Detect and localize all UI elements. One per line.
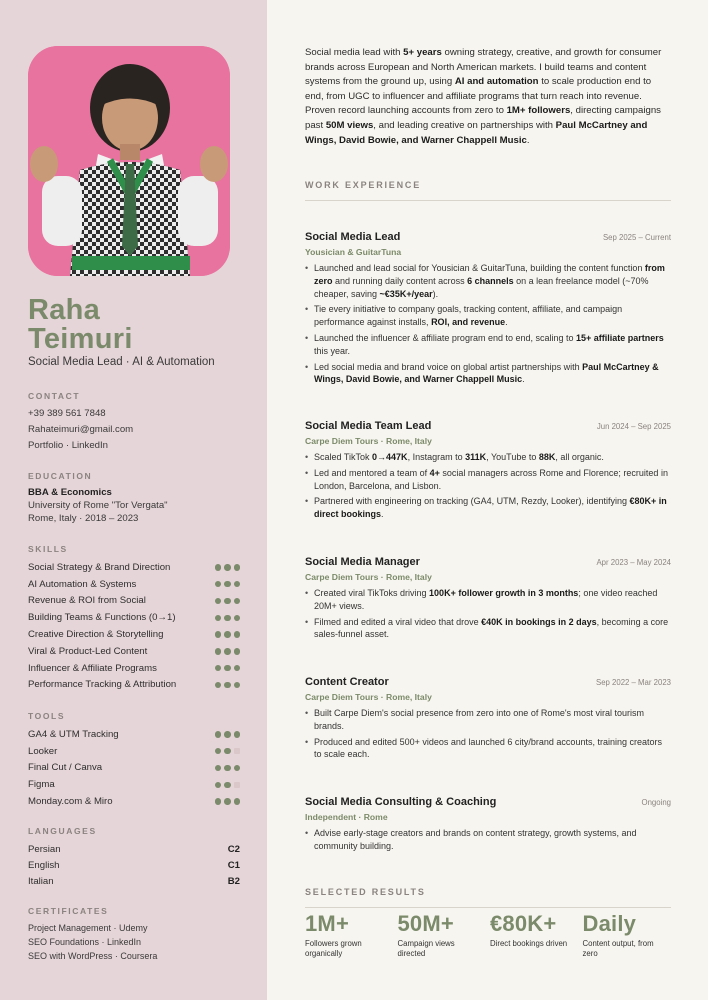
skill-item-label: Creative Direction & Storytelling [28, 629, 164, 641]
language-item [28, 857, 240, 873]
result-item [583, 912, 676, 958]
skill-item [28, 609, 240, 626]
skills-heading: SKILLS [28, 544, 68, 554]
language-name: Italian [28, 875, 54, 887]
bold-text: 4+ [429, 467, 440, 478]
job-company: Carpe Diem Tours · Rome, Italy [305, 436, 432, 446]
rating-dot-icon [234, 615, 241, 622]
tools-list [28, 726, 240, 810]
job-bullets [305, 451, 671, 521]
rating-dot-icon [234, 765, 241, 772]
language-level: C2 [227, 843, 240, 855]
job-bullets [305, 827, 671, 853]
tool-item-label: Final Cut / Canva [28, 762, 103, 774]
text-run: and running daily content across [332, 275, 468, 286]
text-run: this year. [314, 345, 351, 356]
skill-item [28, 559, 240, 576]
job-dates: Sep 2022 – Mar 2023 [596, 678, 671, 687]
job-title: Content Creator [305, 676, 389, 688]
job-entry [305, 412, 671, 524]
text-run: Scaled TikTok [314, 452, 373, 462]
text-run: Tie every initiative to company goals, tracking content, affiliate, and campaign performance against installs, [314, 304, 623, 328]
result-label: Campaign views directed [397, 939, 455, 958]
bold-text: 88K [538, 452, 556, 462]
profile-photo [28, 46, 230, 276]
rating-dot-icon [224, 598, 231, 605]
job-bullet [305, 262, 671, 300]
rating-dot-icon [215, 782, 222, 789]
rating-dot-icon [215, 581, 222, 588]
job-dates: Apr 2023 – May 2024 [596, 558, 671, 567]
tool-item [28, 776, 240, 793]
education-place-dates: Rome, Italy · 2018 – 2023 [28, 513, 139, 524]
bold-text: from zero [314, 263, 665, 286]
text-run: Built Carpe Diem's social presence from zero into one of Rome's most viral tourism brands. [314, 708, 645, 731]
education-section [28, 471, 240, 525]
sidebar [0, 0, 267, 1000]
result-label: Followers grown organically [305, 939, 362, 958]
job-entry [305, 223, 671, 389]
bold-text: 0→447K [372, 452, 408, 462]
job-bullet [305, 467, 671, 493]
rating-dots [215, 682, 241, 689]
text-run: Led and mentored a team of [314, 467, 430, 478]
rating-dot-icon [224, 648, 231, 655]
rating-dots [215, 581, 241, 588]
education-degree: BBA & Economics [28, 487, 112, 498]
tool-item-label: Figma [28, 779, 55, 791]
skill-item [28, 660, 240, 677]
selected-results-heading: SELECTED RESULTS [305, 887, 671, 908]
rating-dot-icon [234, 598, 241, 605]
rating-dots [215, 731, 241, 738]
tool-item-label: Looker [28, 745, 58, 757]
bold-text: AI and automation [454, 76, 539, 88]
job-entry [305, 788, 671, 856]
skill-item-label: AI Automation & Systems [28, 578, 137, 590]
tool-item [28, 760, 240, 777]
bold-text: ROI, and revenue [431, 317, 506, 328]
rating-dots [215, 665, 241, 672]
job-header [305, 223, 671, 243]
text-run: , and leading creative on partnerships with [373, 119, 556, 131]
certificate-item: SEO Foundations · LinkedIn [28, 937, 142, 947]
result-item [490, 912, 583, 958]
rating-dot-icon [215, 765, 222, 772]
result-value: 50M+ [397, 911, 454, 936]
rating-dot-icon [234, 581, 241, 588]
bold-text: ~€35K+/year [379, 288, 433, 299]
tool-item [28, 793, 240, 810]
bold-text: 50M views [325, 119, 374, 131]
text-run: to scale production end to end, from UGC to influencer and affiliate programs that turn reach into revenue. Proven record launching accounts from zero to [305, 76, 652, 117]
job-bullet [305, 303, 671, 329]
rating-dot-icon [215, 731, 222, 738]
rating-dot-icon [234, 631, 241, 638]
text-run: , YouTube to [486, 452, 539, 462]
bold-text: 100K+ follower growth in 3 months [429, 588, 579, 598]
languages-list [28, 841, 240, 889]
first-name: Raha [28, 294, 101, 326]
rating-dot-icon [224, 564, 231, 571]
tool-item-label: Monday.com & Miro [28, 796, 113, 808]
tool-item [28, 726, 240, 743]
full-name [28, 296, 133, 354]
rating-dot-icon [234, 682, 241, 689]
tool-item [28, 743, 240, 760]
text-run: Launched and lead social for Yousician & GuitarTuna, building the content function [314, 263, 645, 273]
skill-item-label: Viral & Product-Led Content [28, 645, 148, 657]
email-address[interactable]: Rahateimuri@gmail.com [28, 424, 134, 435]
bold-text: €80K+ in direct bookings [314, 496, 667, 520]
profile-summary [305, 46, 671, 148]
education-school: University of Rome "Tor Vergata" [28, 500, 168, 511]
text-run: Produced and edited 500+ videos and launched 6 city/brand accounts, training creators to scale each. [314, 736, 662, 760]
job-title: Social Media Team Lead [305, 420, 432, 432]
rating-dots [215, 564, 241, 571]
skill-item [28, 677, 240, 694]
rating-dot-icon [224, 665, 231, 672]
language-level: C1 [227, 859, 240, 871]
rating-dot-icon [224, 631, 231, 638]
rating-dot-icon [215, 682, 222, 689]
skill-item-label: Social Strategy & Brand Direction [28, 561, 171, 573]
rating-dot-icon [234, 798, 241, 805]
rating-dot-icon [224, 682, 231, 689]
text-run: . [381, 509, 384, 520]
certificate-item: Project Management · Udemy [28, 923, 148, 933]
rating-dot-icon [215, 615, 222, 622]
language-name: English [28, 859, 60, 871]
job-bullet [305, 736, 671, 762]
rating-dot-icon [234, 648, 241, 655]
phone-number[interactable]: +39 389 561 7848 [28, 408, 106, 419]
rating-dot-icon [224, 765, 231, 772]
skill-item-label: Performance Tracking & Attribution [28, 679, 177, 691]
job-header [305, 788, 671, 808]
rating-dot-icon [224, 782, 231, 789]
rating-dot-icon [224, 798, 231, 805]
text-run: Created viral TikToks driving [314, 588, 430, 598]
text-run: . [505, 317, 508, 328]
profile-subtitle: Social Media Lead · AI & Automation [28, 356, 215, 368]
text-run: . [522, 374, 525, 385]
rating-dots [215, 748, 241, 755]
text-run: , becoming a core sales-funnel asset. [314, 616, 669, 640]
skill-item [28, 626, 240, 643]
job-bullet [305, 707, 671, 733]
certificates-heading: CERTIFICATES [28, 906, 109, 916]
job-bullet [305, 495, 671, 521]
tools-heading: TOOLS [28, 711, 66, 721]
job-bullet [305, 587, 671, 613]
job-entry [305, 668, 671, 764]
job-bullets [305, 587, 671, 641]
rating-dots [215, 631, 241, 638]
rating-dots [215, 615, 241, 622]
skill-item [28, 643, 240, 660]
job-bullets [305, 262, 671, 386]
bold-text: 5+ years [403, 47, 442, 58]
tools-section [28, 711, 240, 810]
text-run: , Instagram to [407, 452, 466, 462]
certificates-list [28, 921, 240, 963]
text-run: . [526, 134, 530, 146]
job-company: Carpe Diem Tours · Rome, Italy [305, 692, 432, 702]
text-run: Advise early-stage creators and brands on content strategy, growth systems, and community building. [314, 828, 637, 851]
skills-section [28, 544, 240, 693]
job-title: Social Media Lead [305, 231, 401, 243]
language-name: Persian [28, 843, 61, 855]
result-label: Direct bookings driven [490, 939, 568, 948]
rating-dots [215, 798, 241, 805]
result-value: Daily [582, 911, 637, 936]
text-run: Launched the influencer & affiliate program end to end, scaling to [314, 332, 577, 343]
result-label: Content output, from zero [582, 939, 654, 958]
education-heading: EDUCATION [28, 471, 93, 481]
text-run: , directing campaigns past [305, 105, 661, 131]
skill-item-label: Revenue & ROI from Social [28, 595, 146, 607]
text-run: ; one video reached 20M+ views. [314, 588, 658, 611]
bold-text: 1M+ followers [506, 105, 571, 117]
result-value: 1M+ [305, 911, 350, 936]
languages-heading: LANGUAGES [28, 826, 97, 836]
job-company: Carpe Diem Tours · Rome, Italy [305, 572, 432, 582]
job-bullet [305, 361, 671, 387]
rating-dots [215, 765, 241, 772]
text-run: Filmed and edited a viral video that drove [314, 616, 482, 627]
job-bullet [305, 616, 671, 642]
bold-text: €40K in bookings in 2 days [481, 616, 597, 627]
job-header [305, 548, 671, 568]
rating-dot-icon [215, 648, 222, 655]
job-entry [305, 548, 671, 644]
language-item [28, 841, 240, 857]
rating-dot-icon [224, 615, 231, 622]
job-title: Social Media Manager [305, 556, 420, 568]
job-dates: Ongoing [641, 798, 671, 807]
languages-section [28, 826, 240, 889]
rating-dot-icon [215, 665, 222, 672]
work-experience-heading: WORK EXPERIENCE [305, 180, 671, 201]
job-header [305, 668, 671, 688]
rating-dots [215, 598, 241, 605]
contact-section [28, 391, 240, 454]
bold-text: 311K [465, 452, 487, 462]
job-company: Yousician & GuitarTuna [305, 247, 402, 257]
job-title: Social Media Consulting & Coaching [305, 796, 497, 808]
job-company: Independent · Rome [305, 812, 388, 822]
rating-dot-icon [215, 748, 222, 755]
rating-dots [215, 648, 241, 655]
text-run: Partnered with engineering on tracking (GA4, UTM, Rezdy, Looker), identifying [314, 496, 630, 507]
job-bullets [305, 707, 671, 761]
bold-text: 15+ affiliate partners [576, 332, 664, 343]
result-item [398, 912, 491, 958]
skills-list [28, 559, 240, 693]
rating-dot-icon [234, 665, 241, 672]
text-run: ). [432, 288, 439, 299]
profile-links[interactable]: Portfolio · LinkedIn [28, 440, 108, 451]
certificate-item: SEO with WordPress · Coursera [28, 951, 158, 961]
language-item [28, 873, 240, 889]
job-bullet [305, 332, 671, 358]
result-item [305, 912, 398, 958]
skill-item [28, 593, 240, 610]
skill-item-label: Building Teams & Functions (0→1) [28, 612, 176, 624]
rating-dots [215, 782, 241, 789]
text-run: Social media lead with [305, 47, 404, 58]
rating-dot-icon [234, 782, 241, 789]
job-bullet [305, 827, 671, 853]
tool-item-label: GA4 & UTM Tracking [28, 728, 119, 740]
bold-text: Paul McCartney & Wings, David Bowie, and Warner Chappell Music [314, 361, 659, 385]
rating-dot-icon [215, 564, 222, 571]
text-run: on a lean freelance model (~70% cheaper, saving [314, 275, 649, 299]
rating-dot-icon [234, 731, 241, 738]
job-header [305, 412, 671, 432]
rating-dot-icon [234, 564, 241, 571]
bold-text: 6 channels [467, 275, 514, 286]
rating-dot-icon [224, 581, 231, 588]
result-value: €80K+ [490, 911, 557, 936]
text-run: social managers across Rome and Florence; recruited in London, Barcelona, and Lisbon. [314, 467, 668, 491]
rating-dot-icon [224, 731, 231, 738]
rating-dot-icon [215, 598, 222, 605]
text-run: , all organic. [555, 452, 604, 462]
contact-heading: CONTACT [28, 391, 81, 401]
selected-results [305, 912, 675, 958]
job-bullet [305, 451, 671, 464]
skill-item-label: Influencer & Affiliate Programs [28, 662, 157, 674]
text-run: Led social media and brand voice on global artist partnerships with [314, 361, 583, 372]
rating-dot-icon [224, 748, 231, 755]
text-run: owning strategy, creative, and growth for consumer brands across European and North American markets. I build teams and content systems from the ground up, using [305, 47, 662, 88]
language-level: B2 [227, 875, 240, 887]
rating-dot-icon [215, 631, 222, 638]
rating-dot-icon [234, 748, 241, 755]
skill-item [28, 576, 240, 593]
last-name: Teimuri [28, 323, 133, 355]
job-dates: Jun 2024 – Sep 2025 [596, 422, 671, 431]
certificates-section [28, 906, 240, 963]
job-dates: Sep 2025 – Current [602, 233, 671, 242]
rating-dot-icon [215, 798, 222, 805]
bold-text: Paul McCartney and Wings, David Bowie, and Warner Chappell Music [305, 119, 648, 146]
